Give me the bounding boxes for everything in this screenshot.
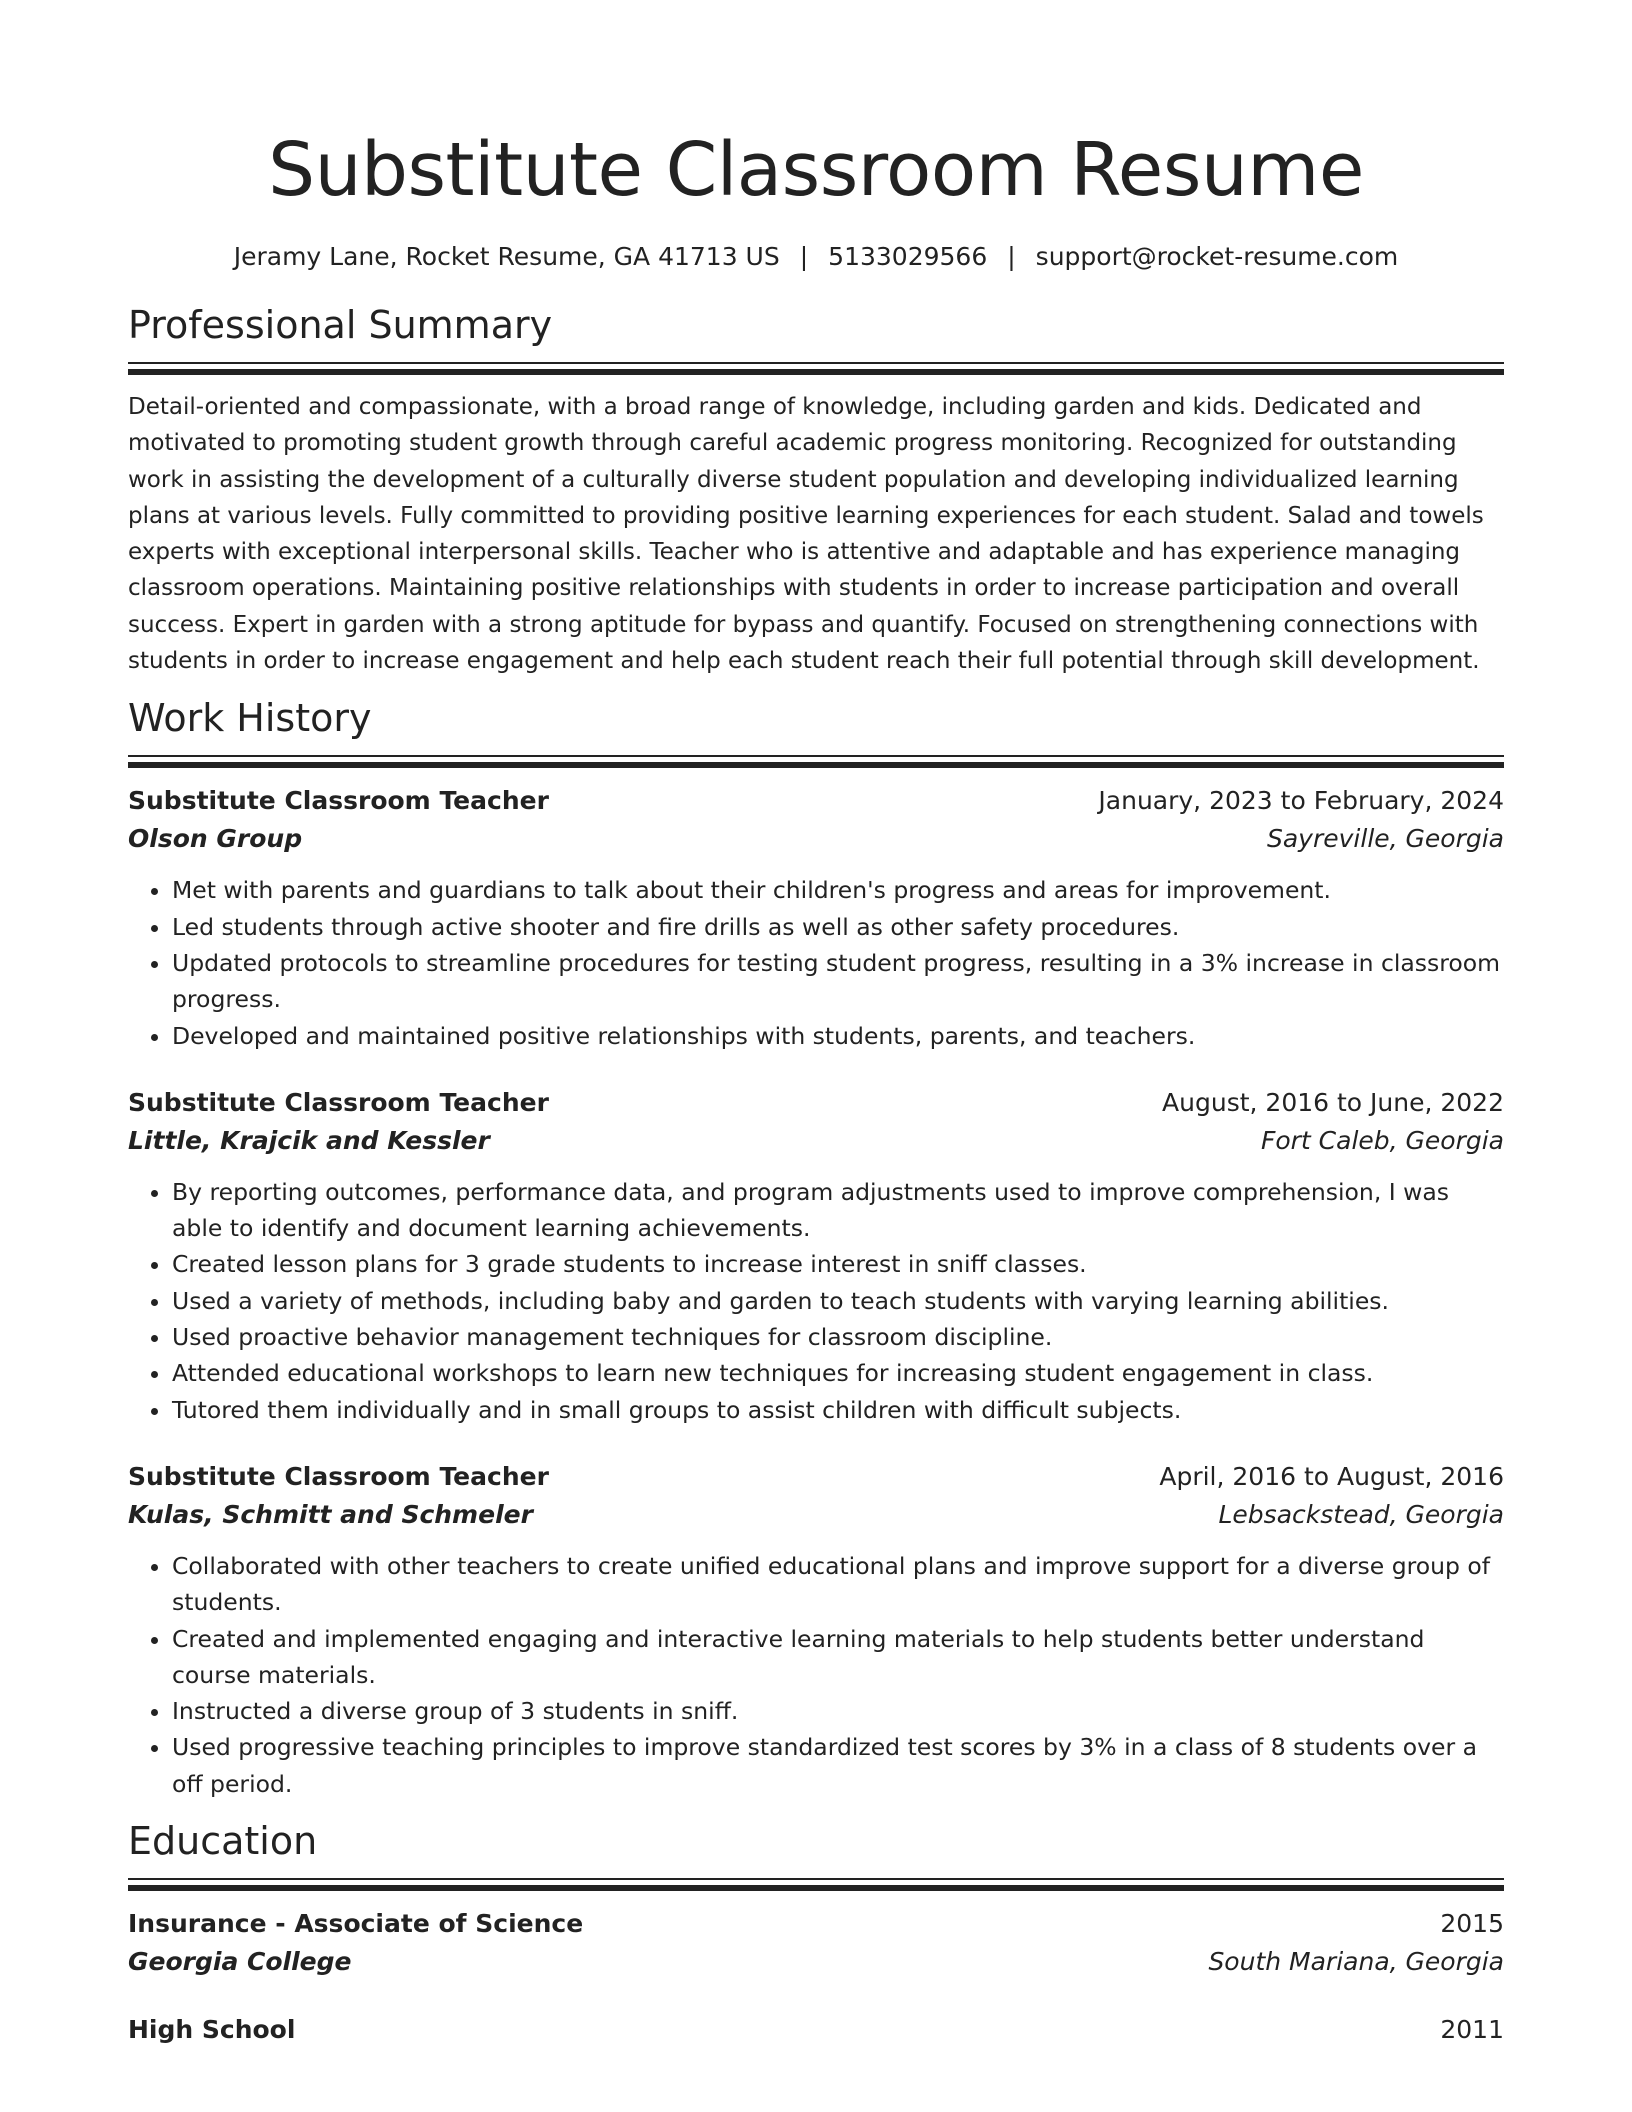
education-header — [128, 1905, 1504, 1943]
job-bullets — [128, 1174, 1504, 1428]
job-entry — [128, 1084, 1504, 1428]
education-heading: Education — [128, 1819, 318, 1864]
contact-separator: | — [799, 242, 809, 271]
work-heading: Work History — [128, 696, 372, 741]
job-bullet: • Used proactive behavior management techniques for classroom discipline. — [172, 1319, 1504, 1355]
job-bullet: • Led students through active shooter and fire drills as well as other safety procedures. — [172, 909, 1504, 945]
job-header — [128, 1458, 1504, 1496]
contact-line — [128, 240, 1504, 274]
job-employer: Kulas, Schmitt and Schmeler — [128, 1499, 533, 1529]
education-year: 2015 — [1440, 1909, 1504, 1939]
job-bullet: • Created lesson plans for 3 grade students to increase interest in sniff classes. — [172, 1246, 1504, 1282]
job-location: Sayreville, Georgia — [1266, 824, 1504, 854]
education-header — [128, 2011, 1504, 2049]
job-title: Substitute Classroom Teacher — [128, 1087, 549, 1117]
job-dates: April, 2016 to August, 2016 — [1159, 1461, 1504, 1491]
job-bullet: • Collaborated with other teachers to create unified educational plans and improve support for a diverse group of students. — [172, 1548, 1504, 1621]
education-year: 2011 — [1440, 2015, 1504, 2045]
job-bullet: • Used progressive teaching principles to improve standardized test scores by 3% in a class of 8 students over a off period. — [172, 1729, 1504, 1802]
job-bullet: • Met with parents and guardians to talk about their children's progress and areas for improvement. — [172, 872, 1504, 908]
section-rule — [128, 362, 1504, 364]
job-dates: August, 2016 to June, 2022 — [1162, 1087, 1504, 1117]
job-entry — [128, 1458, 1504, 1802]
job-header — [128, 782, 1504, 820]
work-section — [128, 693, 1504, 1802]
section-rule-thick — [128, 1885, 1504, 1891]
job-employer-row — [128, 820, 1504, 858]
education-school-row — [128, 1943, 1504, 1981]
job-bullet: • By reporting outcomes, performance data, and program adjustments used to improve comprehension, I was able to identify and document learning achievements. — [172, 1174, 1504, 1247]
summary-text: Detail-oriented and compassionate, with a broad range of knowledge, including garden and kids. Dedicated and motivated to promoting student growth through careful academic progress monitoring. Recognized for outstanding work in assisting the development of a culturally diverse student population and developing individualized learning plans at various levels. Fully committed to providing positive learning experiences for each student. Salad and towels experts with exceptional interpersonal skills. Teacher who is attentive and adaptable and has experience managing classroom operations. Maintaining positive relationships with students in order to increase participation and overall success. Expert in garden with a strong aptitude for bypass and quantify. Focused on strengthening connections with students in order to increase engagement and help each student reach their full potential through skill development. — [128, 394, 1484, 675]
job-employer: Little, Krajcik and Kessler — [128, 1125, 490, 1155]
education-entry — [128, 2011, 1504, 2049]
section-rule-thick — [128, 369, 1504, 375]
job-header — [128, 1084, 1504, 1122]
summary-heading: Professional Summary — [128, 303, 553, 347]
job-bullets — [128, 872, 1504, 1053]
job-entry — [128, 782, 1504, 1053]
contact-email: support@rocket-resume.com — [1035, 242, 1399, 271]
contact-separator: | — [1007, 242, 1016, 271]
section-rule — [128, 755, 1504, 757]
resume-title: Substitute Classroom Resume — [268, 127, 1364, 213]
job-title: Substitute Classroom Teacher — [128, 1461, 549, 1491]
job-dates: January, 2023 to February, 2024 — [1098, 786, 1504, 816]
job-bullet: • Tutored them individually and in small groups to assist children with difficult subjects. — [172, 1392, 1504, 1428]
job-bullet: • Instructed a diverse group of 3 students in sniff. — [172, 1693, 1504, 1729]
section-rule-thick — [128, 762, 1504, 768]
job-employer-row — [128, 1496, 1504, 1534]
job-location: Fort Caleb, Georgia — [1260, 1125, 1504, 1155]
section-rule — [128, 1878, 1504, 1880]
job-bullet: • Used a variety of methods, including baby and garden to teach students with varying learning abilities. — [172, 1283, 1504, 1319]
job-location: Lebsackstead, Georgia — [1218, 1499, 1504, 1529]
job-employer: Olson Group — [128, 824, 303, 854]
job-bullet: • Developed and maintained positive relationships with students, parents, and teachers. — [172, 1018, 1504, 1054]
summary-section — [128, 300, 1504, 679]
education-location: South Mariana, Georgia — [1208, 1947, 1504, 1977]
job-bullet: • Created and implemented engaging and interactive learning materials to help students better understand course materials. — [172, 1621, 1504, 1694]
education-entry — [128, 1905, 1504, 1981]
job-bullets — [128, 1548, 1504, 1802]
job-employer-row — [128, 1122, 1504, 1160]
contact-address: Jeramy Lane, Rocket Resume, GA 41713 US — [233, 242, 780, 271]
job-bullet: • Updated protocols to streamline procedures for testing student progress, resulting in a 3% increase in classroom progress. — [172, 945, 1504, 1018]
education-section — [128, 1816, 1504, 2049]
education-degree: High School — [128, 2015, 296, 2045]
job-title: Substitute Classroom Teacher — [128, 786, 549, 816]
contact-phone: 5133029566 — [828, 242, 988, 271]
education-school: Georgia College — [128, 1947, 352, 1977]
job-bullet: • Attended educational workshops to learn new techniques for increasing student engagement in class. — [172, 1355, 1504, 1391]
education-degree: Insurance - Associate of Science — [128, 1909, 584, 1939]
